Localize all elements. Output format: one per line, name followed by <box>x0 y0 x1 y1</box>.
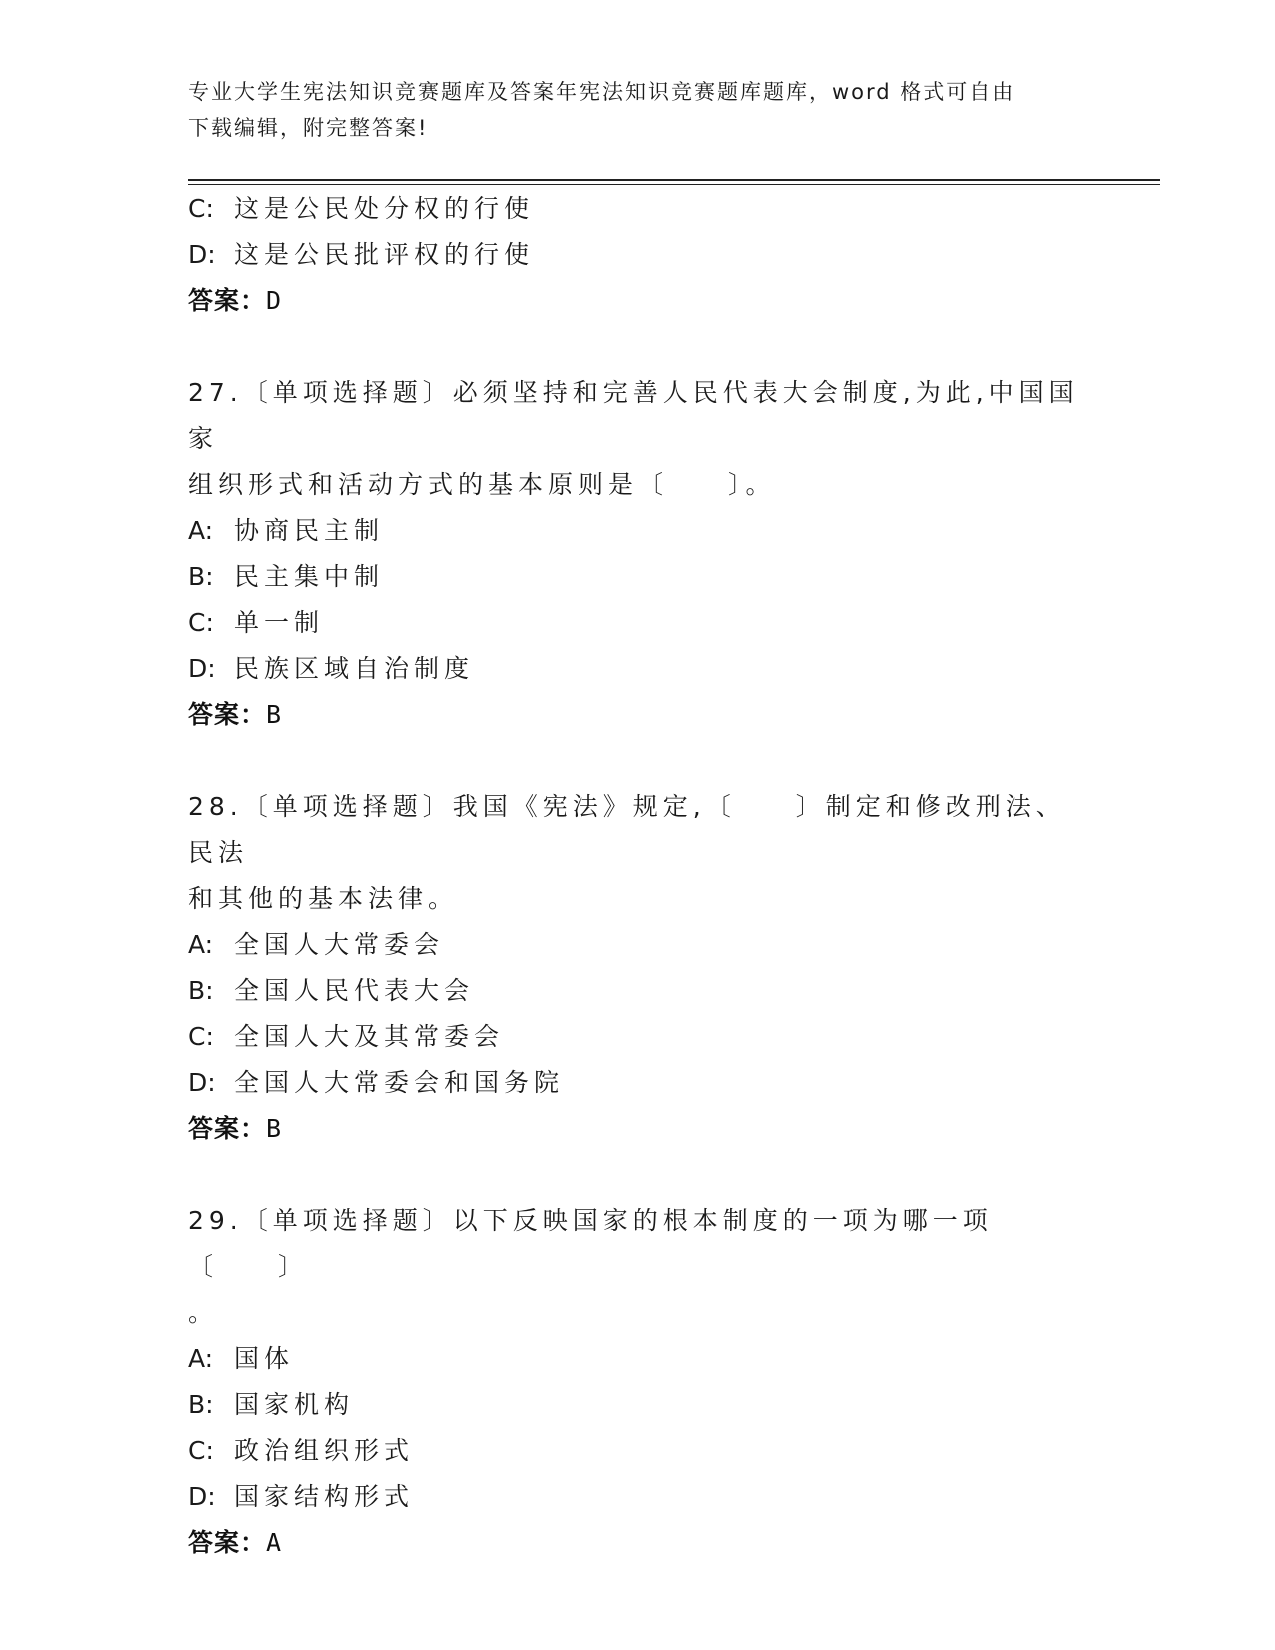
option-text: 民族区域自治制度 <box>234 654 475 683</box>
header-line-1: 专业大学生宪法知识竞赛题库及答案年宪法知识竞赛题库题库，word 格式可自由 <box>188 80 1016 104</box>
option-text: 全国人民代表大会 <box>234 976 475 1005</box>
option-key: C: <box>188 608 214 637</box>
answer-value: A <box>266 1528 283 1557</box>
question-content <box>188 186 1088 1566</box>
carryover-question <box>188 186 1088 324</box>
option-key: D: <box>188 654 216 683</box>
option-c <box>188 1014 1088 1060</box>
answer-label: 答案： <box>188 1114 267 1143</box>
stem-line-2: 组织形式和活动方式的基本原则是〔 〕。 <box>188 470 776 499</box>
stem-line-1: 27.〔单项选择题〕必须坚持和完善人民代表大会制度,为此,中国国家 <box>188 378 1079 453</box>
question-29 <box>188 1198 1088 1566</box>
stem-line-2: 和其他的基本法律。 <box>188 884 459 913</box>
spacer <box>188 324 1088 370</box>
option-text: 协商民主制 <box>234 516 385 545</box>
answer-value: B <box>266 700 283 729</box>
option-key: B: <box>188 976 214 1005</box>
answer-value: B <box>266 1114 283 1143</box>
option-text: 单一制 <box>234 608 325 637</box>
option-key: D: <box>188 1068 216 1097</box>
answer-label: 答案： <box>188 286 267 315</box>
option-text: 国家机构 <box>234 1390 355 1419</box>
option-text: 民主集中制 <box>234 562 385 591</box>
option-d <box>188 1060 1088 1106</box>
question-stem <box>188 370 1088 508</box>
option-d <box>188 232 1088 278</box>
option-key: D: <box>188 1482 216 1511</box>
option-a <box>188 508 1088 554</box>
option-c <box>188 186 1088 232</box>
option-key: C: <box>188 1436 214 1465</box>
answer-line <box>188 1520 1088 1566</box>
option-key: A: <box>188 1344 214 1373</box>
option-text: 全国人大常委会和国务院 <box>234 1068 565 1097</box>
option-key: C: <box>188 194 214 223</box>
header-divider-thick <box>188 179 1160 181</box>
option-key: A: <box>188 930 214 959</box>
option-a <box>188 922 1088 968</box>
answer-label: 答案： <box>188 1528 267 1557</box>
document-header <box>188 74 1088 146</box>
question-stem <box>188 784 1088 922</box>
stem-line-2: 。 <box>188 1298 219 1327</box>
spacer <box>188 1152 1088 1198</box>
answer-line <box>188 1106 1088 1152</box>
option-text: 全国人大及其常委会 <box>234 1022 505 1051</box>
question-27 <box>188 370 1088 738</box>
option-key: B: <box>188 1390 214 1419</box>
option-text: 国体 <box>234 1344 295 1373</box>
header-line-2: 下载编辑，附完整答案! <box>188 116 429 140</box>
option-b <box>188 554 1088 600</box>
option-key: A: <box>188 516 214 545</box>
option-text: 这是公民处分权的行使 <box>234 194 535 223</box>
answer-line <box>188 278 1088 324</box>
option-c <box>188 1428 1088 1474</box>
stem-line-1: 28.〔单项选择题〕我国《宪法》规定,〔 〕制定和修改刑法、民法 <box>188 792 1066 867</box>
option-text: 政治组织形式 <box>234 1436 415 1465</box>
answer-value: D <box>266 286 283 315</box>
question-28 <box>188 784 1088 1152</box>
option-a <box>188 1336 1088 1382</box>
answer-label: 答案： <box>188 700 267 729</box>
option-d <box>188 1474 1088 1520</box>
option-key: B: <box>188 562 214 591</box>
option-c <box>188 600 1088 646</box>
option-d <box>188 646 1088 692</box>
option-text: 全国人大常委会 <box>234 930 445 959</box>
option-key: D: <box>188 240 216 269</box>
option-text: 国家结构形式 <box>234 1482 415 1511</box>
stem-line-1: 29.〔单项选择题〕以下反映国家的根本制度的一项为哪一项〔 〕 <box>188 1206 993 1281</box>
answer-line <box>188 692 1088 738</box>
question-stem <box>188 1198 1088 1336</box>
header-divider-thin <box>188 184 1160 185</box>
option-text: 这是公民批评权的行使 <box>234 240 535 269</box>
spacer <box>188 738 1088 784</box>
option-key: C: <box>188 1022 214 1051</box>
option-b <box>188 1382 1088 1428</box>
option-b <box>188 968 1088 1014</box>
